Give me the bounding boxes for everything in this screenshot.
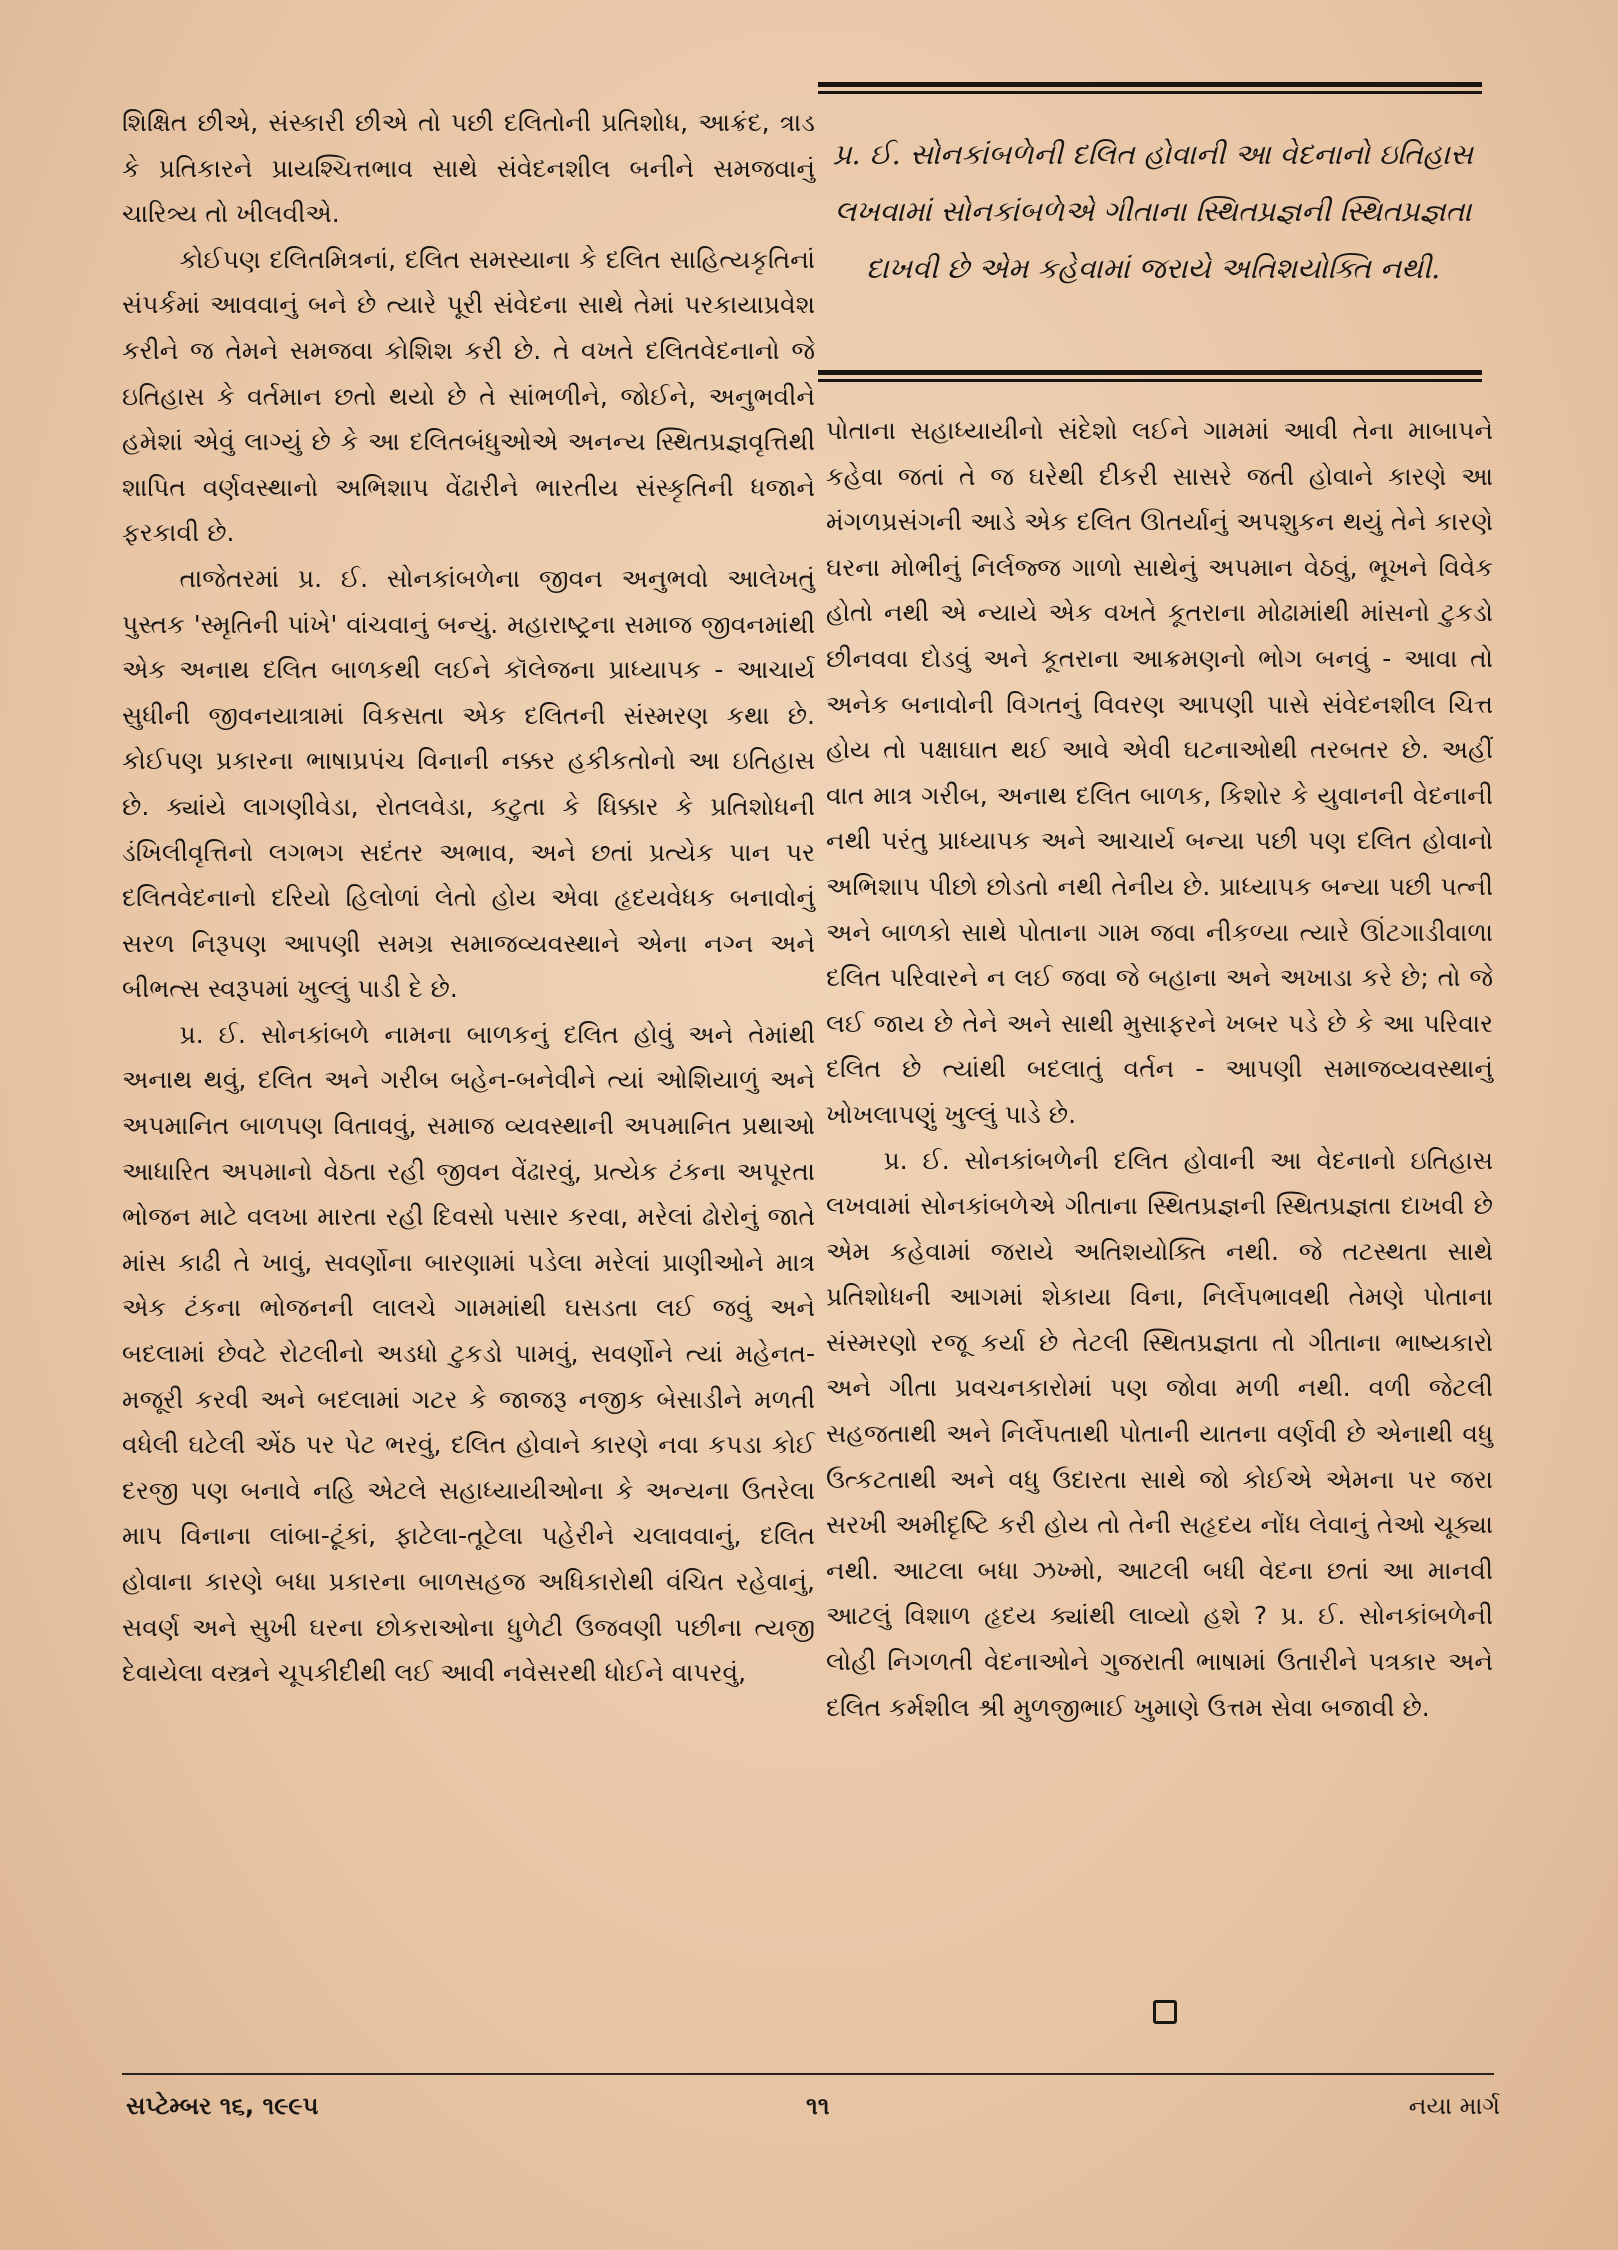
pull-quote-text: પ્ર. ઈ. સોનકાંબળેની દલિત હોવાની આ વેદનાનો ઇતિહાસ લખવામાં સોનકાંબળેએ ગીતાના સ્થિતપ્રજ્ઞની સ્થિતપ્રજ્ઞતા દાખવી છે એમ કહેવામાં જરાયે અતિશયોક્તિ નથી. — [833, 138, 1473, 285]
pull-quote — [818, 82, 1482, 382]
footer-publication: નયા માર્ગ — [1408, 2092, 1500, 2120]
end-square-icon — [1153, 2000, 1177, 2024]
right-column — [826, 408, 1493, 1730]
footer-date: સપ્ટેમ્બર ૧૬, ૧૯૯૫ — [126, 2092, 319, 2120]
right-paragraph-2: પ્ર. ઈ. સોનકાંબળેની દલિત હોવાની આ વેદનાનો ઇતિહાસ લખવામાં સોનકાંબળેએ ગીતાના સ્થિતપ્રજ્ઞની સ્થિતપ્રજ્ઞતા દાખવી છે એમ કહેવામાં જરાયે અતિશયોક્તિ નથી. જે તટસ્થતા સાથે પ્રતિશોધની આગમાં શેકાયા વિના, નિર્લેપભાવથી તેમણે પોતાના સંસ્મરણો રજૂ કર્યા છે તેટલી સ્થિતપ્રજ્ઞતા તો ગીતાના ભાષ્યકારો અને ગીતા પ્રવચનકારોમાં પણ જોવા મળી નથી. વળી જેટલી સહજતાથી અને નિર્લેપતાથી પોતાની યાતના વર્ણવી છે એનાથી વધુ ઉત્કટતાથી અને વધુ ઉદારતા સાથે જો કોઈએ એમના પર જરા સરખી અમીદૃષ્ટિ કરી હોય તો તેની સહૃદય નોંધ લેવાનું તેઓ ચૂક્યા નથી. આટલા બધા ઝખ્મો, આટલી બધી વેદના છતાં આ માનવી આટલું વિશાળ હૃદય ક્યાંથી લાવ્યો હશે ? પ્ર. ઈ. સોનકાંબળેની લોહી નિગળતી વેદનાઓને ગુજરાતી ભાષામાં ઉતારીને પત્રકાર અને દલિત કર્મશીલ શ્રી મુળજીભાઈ ખુમાણે ઉત્તમ સેવા બજાવી છે. — [826, 1145, 1493, 1722]
left-paragraph-3: તાજેતરમાં પ્ર. ઈ. સોનકાંબળેના જીવન અનુભવો આલેખતું પુસ્તક 'સ્મૃતિની પાંખે' વાંચવાનું બન્યું. મહારાષ્ટ્રના સમાજ જીવનમાંથી એક અનાથ દલિત બાળકથી લઈને કૉલેજના પ્રાધ્યાપક - આચાર્ય સુધીની જીવનયાત્રામાં વિકસતા એક દલિતની સંસ્મરણ કથા છે. કોઈપણ પ્રકારના ભાષાપ્રપંચ વિનાની નક્કર હકીકતોનો આ ઇતિહાસ છે. ક્યાંયે લાગણીવેડા, રોતલવેડા, કટુતા કે ધિક્કાર કે પ્રતિશોધની ડંખિલીવૃત્તિનો લગભગ સદંતર અભાવ, અને છતાં પ્રત્યેક પાન પર દલિતવેદનાનો દરિયો હિલોળાં લેતો હોય એવા હૃદયવેધક બનાવોનું સરળ નિરૂપણ આપણી સમગ્ર સમાજવ્યવસ્થાને એના નગ્ન અને બીભત્સ સ્વરૂપમાં ખુલ્લું પાડી દે છે. — [122, 563, 815, 1004]
right-paragraph-1: પોતાના સહાધ્યાયીનો સંદેશો લઈને ગામમાં આવી તેના માબાપને કહેવા જતાં તે જ ઘરેથી દીકરી સાસરે જતી હોવાને કારણે આ મંગળપ્રસંગની આડે એક દલિત ઊતર્યાનું અપશુકન થયું તેને કારણે ઘરના મોભીનું નિર્લજ્જ ગાળો સાથેનું અપમાન વેઠવું, ભૂખને વિવેક હોતો નથી એ ન્યાયે એક વખતે કૂતરાના મોઢામાંથી માંસનો ટુકડો છીનવવા દોડવું અને કૂતરાના આક્રમણનો ભોગ બનવું - આવા તો અનેક બનાવોની વિગતનું વિવરણ આપણી પાસે સંવેદનશીલ ચિત્ત હોય તો પક્ષાઘાત થઈ આવે એવી ઘટનાઓથી તરબતર છે. અહીં વાત માત્ર ગરીબ, અનાથ દલિત બાળક, કિશોર કે યુવાનની વેદનાની નથી પરંતુ પ્રાધ્યાપક અને આચાર્ય બન્યા પછી પણ દલિત હોવાનો અભિશાપ પીછો છોડતો નથી તેનીય છે. પ્રાધ્યાપક બન્યા પછી પત્ની અને બાળકો સાથે પોતાના ગામ જવા નીકળ્યા ત્યારે ઊંટગાડીવાળા દલિત પરિવારને ન લઈ જવા જે બહાના અને અખાડા કરે છે; તો જે લઈ જાય છે તેને અને સાથી મુસાફરને ખબર પડે છે કે આ પરિવાર દલિત છે ત્યાંથી બદલાતું વર્તન - આપણી સમાજવ્યવસ્થાનું ખોખલાપણું ખુલ્લું પાડે છે. — [826, 416, 1493, 1129]
left-paragraph-2: કોઈપણ દલિતમિત્રનાં, દલિત સમસ્યાના કે દલિત સાહિત્યકૃતિનાં સંપર્કમાં આવવાનું બને છે ત્યારે પૂરી સંવેદના સાથે તેમાં પરકાયાપ્રવેશ કરીને જ તેમને સમજવા કોશિશ કરી છે. તે વખતે દલિતવેદનાનો જે ઇતિહાસ કે વર્તમાન છતો થયો છે તે સાંભળીને, જોઈને, અનુભવીને હમેશાં એવું લાગ્યું છે કે આ દલિતબંધુઓએ અનન્ય સ્થિતપ્રજ્ઞવૃત્તિથી શાપિત વર્ણવસ્થાનો અભિશાપ વેંઢારીને ભારતીય સંસ્કૃતિની ધજાને ફરકાવી છે. — [122, 244, 815, 548]
left-paragraph-4: પ્ર. ઈ. સોનકાંબળે નામના બાળકનું દલિત હોવું અને તેમાંથી અનાથ થવું, દલિત અને ગરીબ બહેન-બનેવીને ત્યાં ઓશિયાળું અને અપમાનિત બાળપણ વિતાવવું, સમાજ વ્યવસ્થાની અપમાનિત પ્રથાઓ આધારિત અપમાનો વેઠતા રહી જીવન વેંઢારવું, પ્રત્યેક ટંકના અપૂરતા ભોજન માટે વલખા મારતા રહી દિવસો પસાર કરવા, મરેલાં ઢોરોનું જાતે માંસ કાઢી તે ખાવું, સવર્ણોના બારણામાં પડેલા મરેલાં પ્રાણીઓને માત્ર એક ટંકના ભોજનની લાલચે ગામમાંથી ઘસડતા લઈ જવું અને બદલામાં છેવટે રોટલીનો અડધો ટુકડો પામવું, સવર્ણોને ત્યાં મહેનત-મજૂરી કરવી અને બદલામાં ગટર કે જાજરૂ નજીક બેસાડીને મળતી વધેલી ઘટેલી એંઠ પર પેટ ભરવું, દલિત હોવાને કારણે નવા કપડા કોઈ દરજી પણ બનાવે નહિ એટલે સહાધ્યાયીઓના કે અન્યના ઉતરેલા માપ વિનાના લાંબા-ટૂંકાં, ફાટેલા-તૂટેલા પહેરીને ચલાવવાનું, દલિત હોવાના કારણે બધા પ્રકારના બાળસહજ અધિકારોથી વંચિત રહેવાનું, સવર્ણ અને સુખી ઘરના છોકરાઓના ધુળેટી ઉજવણી પછીના ત્યજી દેવાયેલા વસ્ત્રને ચૂપકીદીથી લઈ આવી નવેસરથી ધોઈને વાપરવું, — [122, 1019, 815, 1688]
pull-quote-top-rule — [818, 82, 1482, 96]
footer-page-number: ૧૧ — [806, 2092, 830, 2120]
pull-quote-bottom-rule — [818, 370, 1482, 384]
left-column — [122, 100, 815, 1696]
footer-divider — [122, 2073, 1494, 2075]
left-paragraph-1: શિક્ષિત છીએ, સંસ્કારી છીએ તો પછી દલિતોની પ્રતિશોધ, આક્રંદ, ત્રાડ કે પ્રતિકારને પ્રાયશ્ચિત્તભાવ સાથે સંવેદનશીલ બનીને સમજવાનું ચારિત્ર્ય તો ખીલવીએ. — [122, 108, 815, 229]
